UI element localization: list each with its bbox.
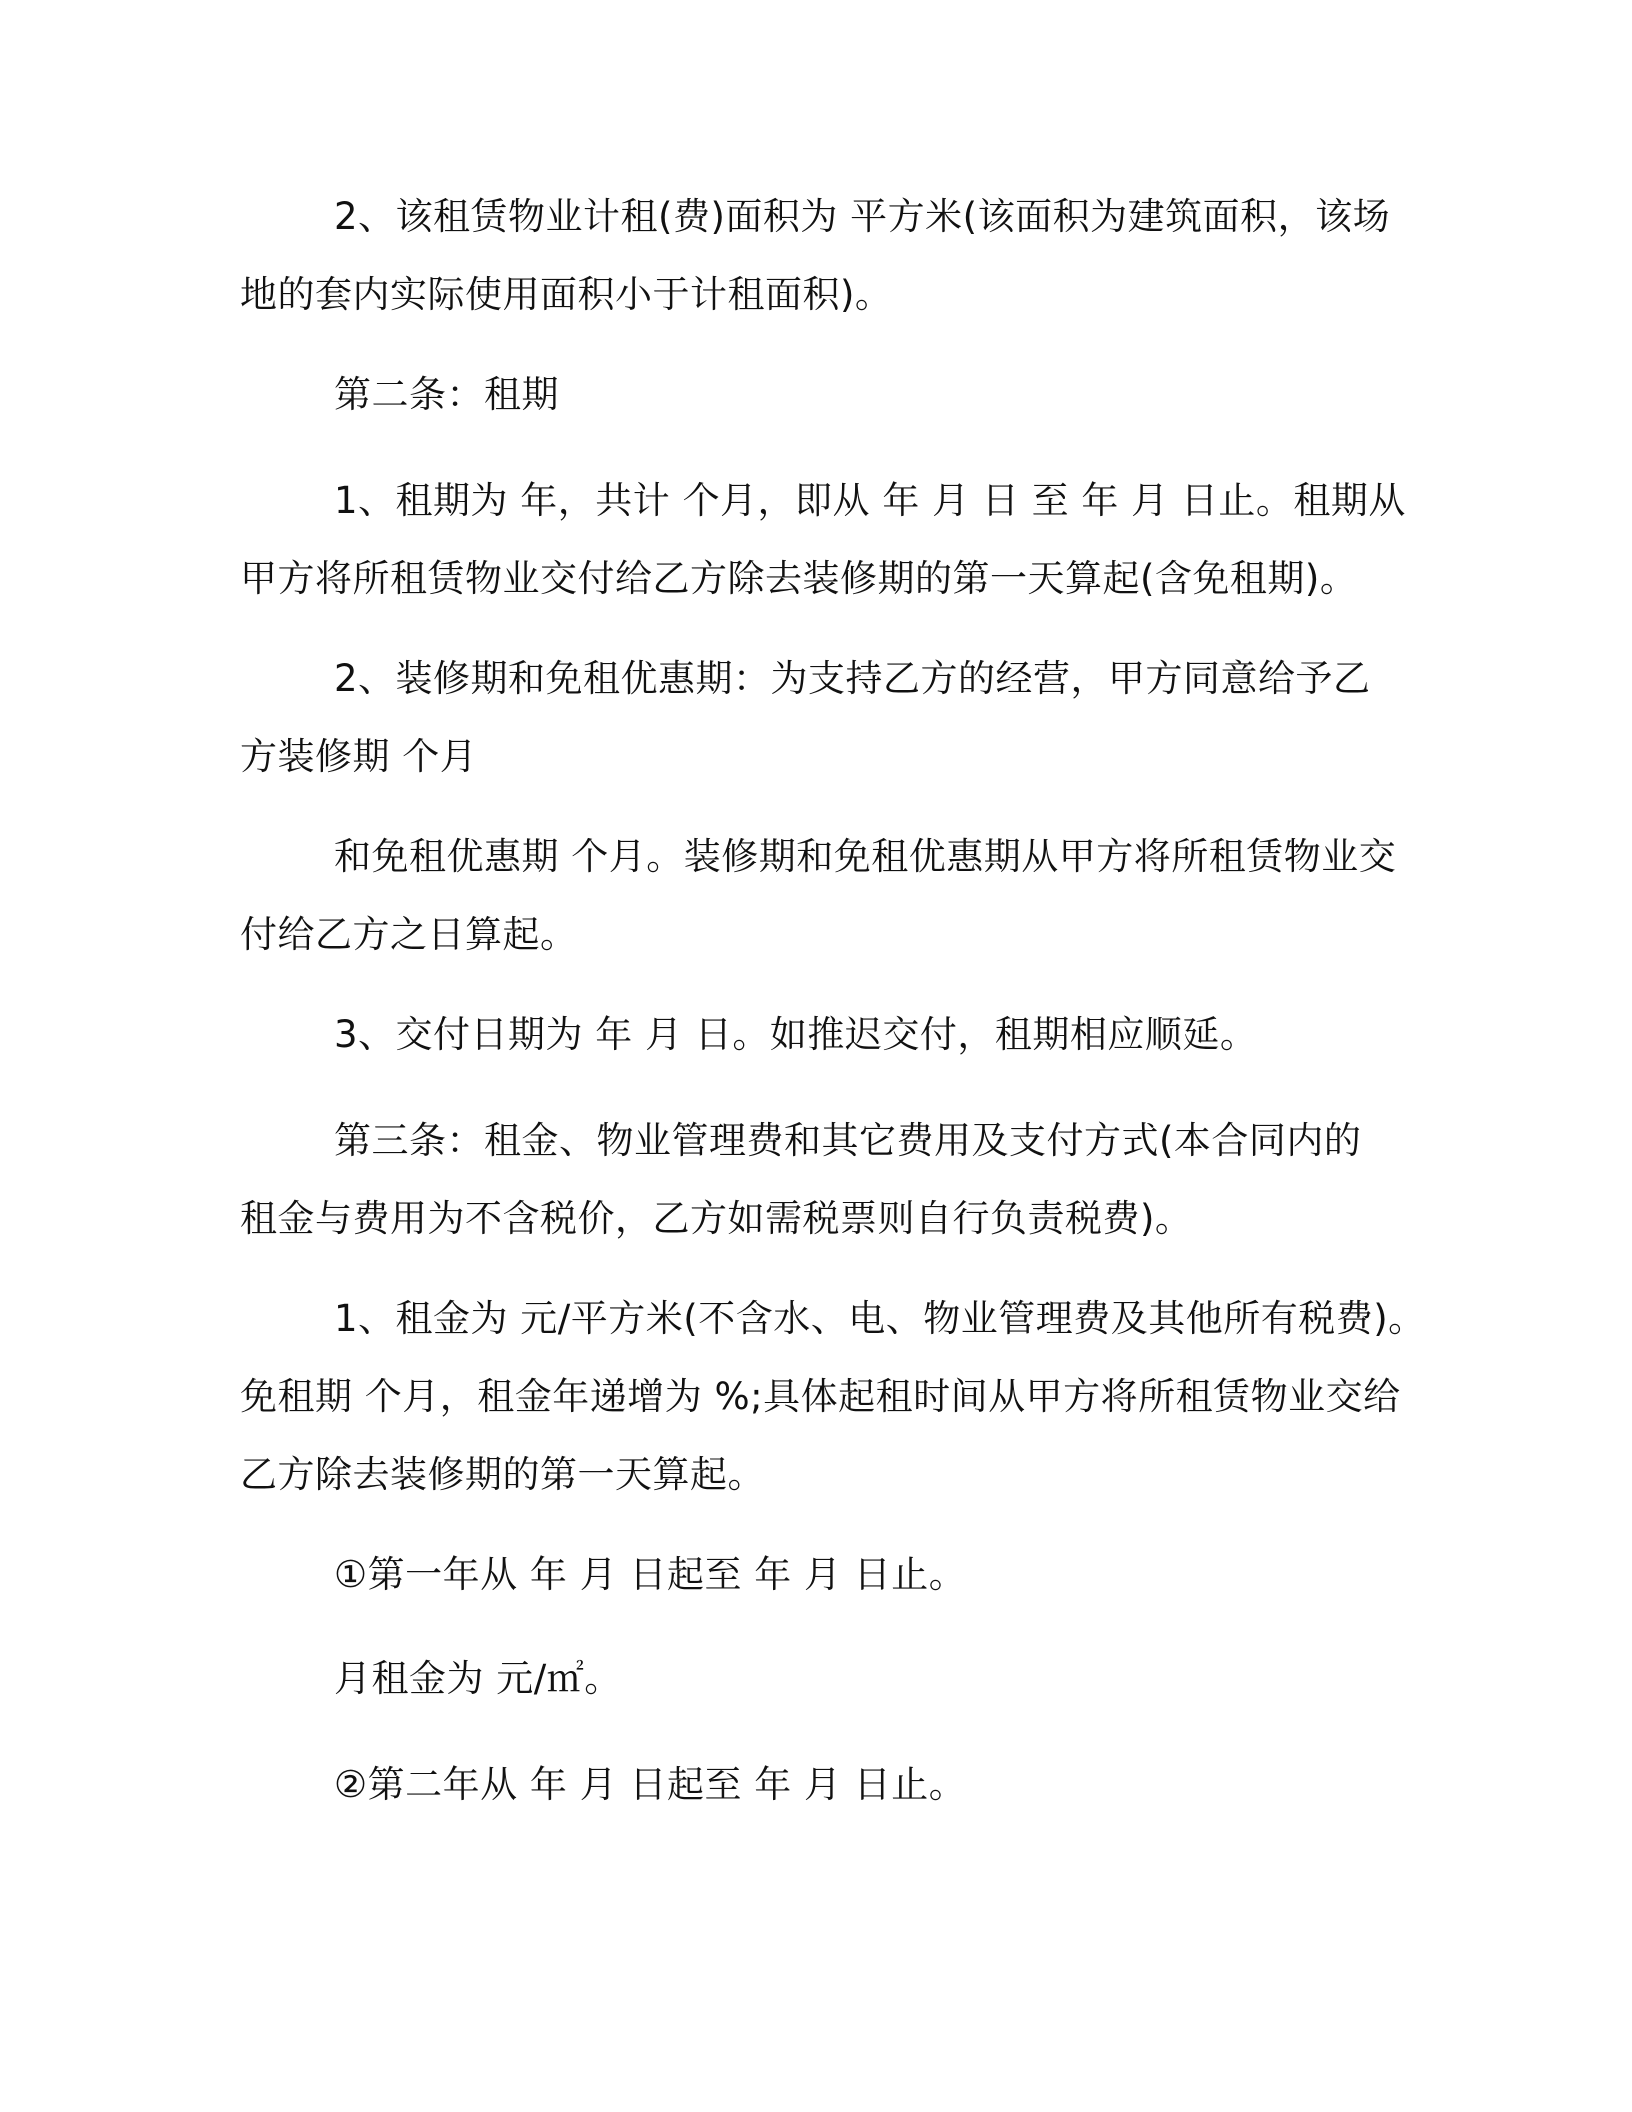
paragraph-first-year [240, 1536, 1405, 1614]
paragraph-delivery-date [240, 996, 1405, 1074]
text-line: 第三条：租金、物业管理费和其它费用及支付方式(本合同内的 [334, 1119, 1362, 1162]
text-line: 乙方除去装修期的第一天算起。 [240, 1453, 765, 1496]
text-line: ①第一年从 年 月 日起至 年 月 日止。 [334, 1553, 967, 1596]
text-line: 地的套内实际使用面积小于计租面积)。 [240, 273, 893, 316]
text-line: 1、租金为 元/平方米(不含水、电、物业管理费及其他所有税费)。 [334, 1297, 1426, 1340]
text-line: 租金与费用为不含税价，乙方如需税票则自行负责税费)。 [240, 1197, 1193, 1240]
paragraph-area-clause [240, 178, 1405, 334]
text-line: 付给乙方之日算起。 [240, 913, 578, 956]
text-line: 2、该租赁物业计租(费)面积为 平方米(该面积为建筑面积，该场 [334, 195, 1391, 238]
paragraph-rent-free-period [240, 818, 1405, 974]
text-line: 甲方将所租赁物业交付给乙方除去装修期的第一天算起(含免租期)。 [240, 557, 1358, 600]
text-line: 3、交付日期为 年 月 日。如推迟交付，租期相应顺延。 [334, 1013, 1258, 1056]
paragraph-lease-period [240, 462, 1405, 618]
text-line: 方装修期 个月 [240, 735, 478, 778]
text-line: 和免租优惠期 个月。装修期和免租优惠期从甲方将所租赁物业交 [334, 835, 1397, 878]
paragraph-monthly-rent [240, 1640, 1405, 1718]
text-line: ②第二年从 年 月 日起至 年 月 日止。 [334, 1763, 967, 1806]
text-line: 第二条：租期 [334, 373, 559, 416]
section-heading-rent-fees [240, 1102, 1405, 1258]
text-line: 1、租期为 年，共计 个月，即从 年 月 日 至 年 月 日止。租期从 [334, 479, 1406, 522]
paragraph-renovation-period [240, 640, 1405, 796]
section-heading-lease-term [240, 356, 1405, 434]
paragraph-second-year [240, 1746, 1405, 1824]
text-line: 2、装修期和免租优惠期：为支持乙方的经营，甲方同意给予乙 [334, 657, 1371, 700]
paragraph-rent-amount [240, 1280, 1426, 1514]
text-line: 免租期 个月，租金年递增为 %;具体起租时间从甲方将所租赁物业交给 [240, 1375, 1401, 1418]
text-line: 月租金为 元/㎡。 [334, 1657, 622, 1700]
